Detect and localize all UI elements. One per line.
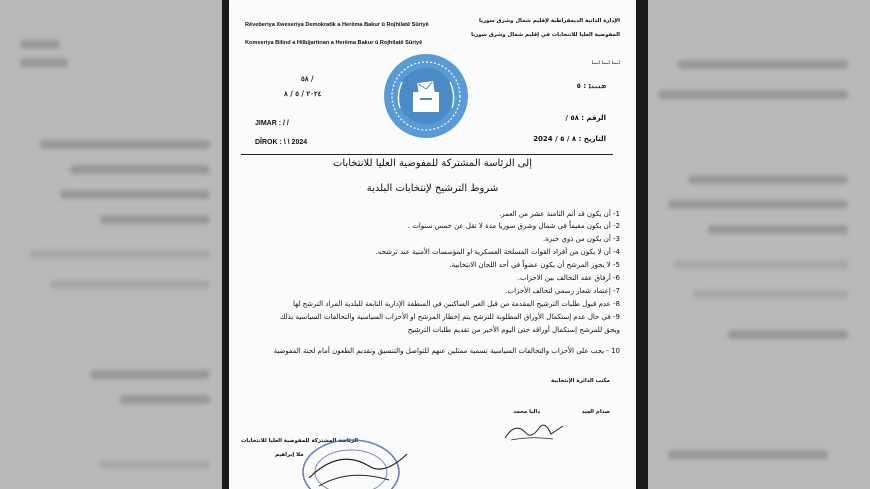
- condition-item: 9- في حال عدم إستكمال الأوراق المطلوبة للترشح يتم إخطار المرشح او الأحزاب السياسية والتحالفات السياسية بذلك: [279, 313, 620, 321]
- date-label: التاريخ : ٨ / ٥ / 2024: [533, 135, 606, 143]
- condition-item: 4- أن لا يكون من أفراد القوات المسلحة العسكرية او المؤسسات الأمنية عند ترشحه.: [375, 248, 620, 256]
- dirok-label: DÎROK : \ \ 2024: [255, 139, 308, 146]
- office-name: مكتب الدائرة الإنتخابية: [550, 378, 610, 384]
- blurred-background-left: [0, 0, 222, 489]
- condition-item: 2- أن يكون مقيماً في شمال وشرق سوريا مدة لا تقل عن خمس سنوات .: [407, 222, 620, 230]
- document-subject: شروط الترشيح لإنتخابات البلدية: [366, 183, 499, 194]
- condition-item: 10 - يجب على الأحزاب والتحالفات السياسية تسمية ممثلين عنهم للتواصل والتنسيق وتقديم الطعون أمام لجنة المفوضية: [273, 347, 620, 355]
- header-arabic-line2: المفوضية العليا للانتخابات في إقليم شمال وشرق سوريا: [471, 32, 620, 38]
- handwritten-date: ٢٠٢٤ / ٥ / ٨: [284, 89, 322, 98]
- photo-edge-left: [222, 0, 229, 489]
- addressee: إلى الرئاسة المشتركة للمفوضية العليا للانتخابات: [333, 158, 532, 169]
- condition-item: 3- أن يكون من ذوي خبرة.: [542, 235, 620, 243]
- header-kurdish-line1: Rêveberiya Xweseriya Demokratîk a Herêma Bakur û Rojhilatê Sûriyê: [245, 22, 429, 28]
- condition-item: 5- لا يجوز المرشح أن يكون عضواً في أحد اللجان الانتخابية.: [449, 261, 620, 269]
- signatory-right-name: صدام العيد: [581, 409, 610, 415]
- condition-item: 6- أرفاق عقد التحالف بين الاحزاب.: [517, 274, 620, 282]
- signature-middle-icon: [501, 418, 571, 444]
- blurred-background-right: [648, 0, 870, 489]
- header-arabic-line1: الإدارة الذاتية الديمقراطية لإقليم شمال وشرق سوريا: [478, 18, 620, 24]
- signatory-left-name: ملا إبراهيم: [275, 452, 304, 458]
- handwritten-number: ٥٨ /: [301, 74, 314, 83]
- header-kurdish-line2: Komseriya Bilind a Hilbijartinan a Herêma Bakur û Rojhilatê Sûriyê: [245, 40, 423, 46]
- signatory-middle-name: داليا محمد: [513, 409, 540, 415]
- header-divider: [241, 154, 613, 155]
- jimar-label: JIMAR : / /: [255, 120, 289, 127]
- document-page: [229, 0, 636, 489]
- condition-item: 1- أن يكون قد أتم الثامنة عشر من العمر.: [499, 210, 620, 218]
- election-commission-emblem-icon: [382, 52, 470, 140]
- condition-item: 7- إعتماد شعار رسمي لتحالف الأحزاب.: [505, 287, 620, 295]
- photo-edge-right: [636, 0, 648, 489]
- number-label: الرقم : ٥٨ /: [565, 114, 606, 122]
- official-stamp-icon: [289, 428, 419, 489]
- condition-item-continuation: ويحق للمرشح إستكمال أوراقه حتى اليوم الأخير من تقديم طلبات الترشيح: [407, 326, 620, 334]
- syriac-number-label: ܡܢܝܢܐ : ٥: [576, 82, 606, 90]
- condition-item: 8- عدم قبول طلبات الترشيح المقدمة من قبل الغير الساكنين في المنطقة الإدارية التابعة للبلدية المراد الترشح لها: [292, 300, 620, 308]
- signatory-left-title: الرئاسة المشتركة للمفوضية العليا للانتخابات: [241, 438, 359, 444]
- header-syriac-line: ܐܝܢܐ ܐܝܢܐ ܐܝܢܐ: [591, 60, 620, 66]
